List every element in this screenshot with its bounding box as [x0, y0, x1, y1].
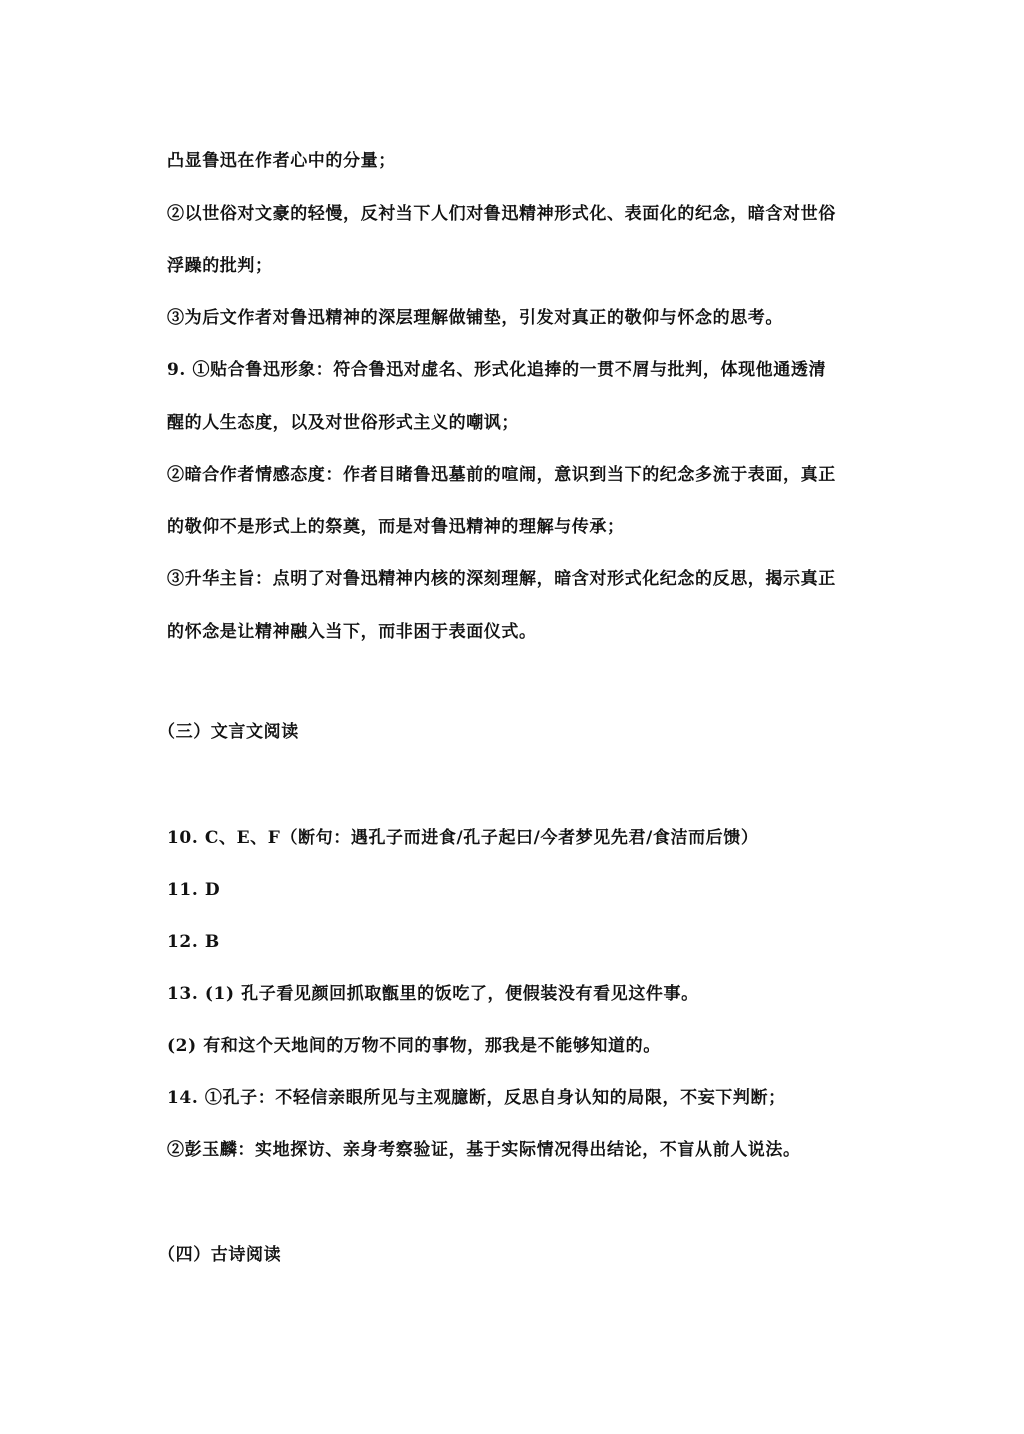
section-4-heading: （四）古诗阅读	[158, 1245, 282, 1265]
answer-9-item-2-line-1: ②暗合作者情感态度：作者目睹鲁迅墓前的喧闹，意识到当下的纪念多流于表面，真正	[167, 465, 836, 485]
answer-10: 10. C、E、F（断句：遇孔子而进食/孔子起曰/今者梦见先君/食洁而后馈）	[167, 828, 759, 848]
answer-13-1: 13. (1) 孔子看见颜回抓取甑里的饭吃了，便假装没有看见这件事。	[167, 984, 699, 1004]
answer-8-item-2-line-1: ②以世俗对文豪的轻慢，反衬当下人们对鲁迅精神形式化、表面化的纪念，暗含对世俗	[167, 204, 836, 224]
answer-12: 12. B	[167, 932, 220, 952]
section-3-heading: （三）文言文阅读	[158, 722, 299, 742]
answer-14-1: 14. ①孔子：不轻信亲眼所见与主观臆断，反思自身认知的局限，不妄下判断；	[167, 1088, 786, 1108]
answer-13-2: (2) 有和这个天地间的万物不同的事物，那我是不能够知道的。	[167, 1036, 661, 1056]
answer-11: 11. D	[167, 880, 221, 900]
answer-9-item-1-line-2: 醒的人生态度，以及对世俗形式主义的嘲讽；	[167, 413, 519, 433]
answer-9-item-1-line-1: 9. ①贴合鲁迅形象：符合鲁迅对虚名、形式化追捧的一贯不屑与批判，体现他通透清	[167, 360, 827, 380]
answer-9-item-3-line-1: ③升华主旨：点明了对鲁迅精神内核的深刻理解，暗含对形式化纪念的反思，揭示真正	[167, 569, 836, 589]
answer-8-item-3: ③为后文作者对鲁迅精神的深层理解做铺垫，引发对真正的敬仰与怀念的思考。	[167, 308, 783, 328]
answer-9-item-3-line-2: 的怀念是让精神融入当下，而非困于表面仪式。	[167, 622, 537, 642]
answer-8-continuation: 凸显鲁迅在作者心中的分量；	[167, 151, 396, 171]
answer-14-2: ②彭玉麟：实地探访、亲身考察验证，基于实际情况得出结论，不盲从前人说法。	[167, 1140, 801, 1160]
answer-9-item-2-line-2: 的敬仰不是形式上的祭奠，而是对鲁迅精神的理解与传承；	[167, 517, 625, 537]
answer-8-item-2-line-2: 浮躁的批判；	[167, 256, 273, 276]
